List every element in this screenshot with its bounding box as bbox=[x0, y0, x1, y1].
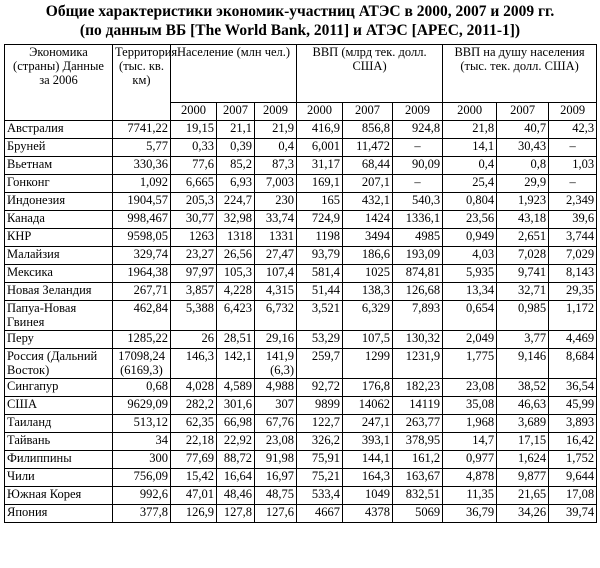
value-cell: 16,97 bbox=[255, 469, 297, 487]
table-row bbox=[5, 487, 597, 505]
value-cell: 1,968 bbox=[443, 415, 497, 433]
value-cell: 122,7 bbox=[297, 415, 343, 433]
value-cell: 36,54 bbox=[549, 379, 597, 397]
value-cell: 263,77 bbox=[393, 415, 443, 433]
value-cell: 1,03 bbox=[549, 157, 597, 175]
value-cell: 11,472 bbox=[343, 139, 393, 157]
value-cell: 998,467 bbox=[113, 211, 171, 229]
value-cell: 29,35 bbox=[549, 283, 597, 301]
table-row bbox=[5, 211, 597, 229]
economy-name-cell: Сингапур bbox=[5, 379, 113, 397]
value-cell: – bbox=[393, 139, 443, 157]
header-year: 2007 bbox=[343, 103, 393, 121]
value-cell: 25,4 bbox=[443, 175, 497, 193]
value-cell: 205,3 bbox=[171, 193, 217, 211]
value-cell: 16,42 bbox=[549, 433, 597, 451]
value-cell: 581,4 bbox=[297, 265, 343, 283]
value-cell: 17098,24 (6169,3) bbox=[113, 349, 171, 379]
value-cell: 300 bbox=[113, 451, 171, 469]
value-cell: 1318 bbox=[217, 229, 255, 247]
value-cell: 267,71 bbox=[113, 283, 171, 301]
value-cell: 62,35 bbox=[171, 415, 217, 433]
value-cell: 22,92 bbox=[217, 433, 255, 451]
value-cell: 4985 bbox=[393, 229, 443, 247]
value-cell: 9,644 bbox=[549, 469, 597, 487]
economy-name-cell: Тайвань bbox=[5, 433, 113, 451]
economy-name-cell: Гонконг bbox=[5, 175, 113, 193]
value-cell: 1,775 bbox=[443, 349, 497, 379]
table-row bbox=[5, 397, 597, 415]
value-cell: 28,51 bbox=[217, 331, 255, 349]
value-cell: 21,9 bbox=[255, 121, 297, 139]
value-cell: 13,34 bbox=[443, 283, 497, 301]
value-cell: 141,9 (6,3) bbox=[255, 349, 297, 379]
value-cell: 6,732 bbox=[255, 301, 297, 331]
value-cell: 540,3 bbox=[393, 193, 443, 211]
document-title bbox=[0, 0, 600, 40]
value-cell: – bbox=[393, 175, 443, 193]
value-cell: 432,1 bbox=[343, 193, 393, 211]
value-cell: 7,029 bbox=[549, 247, 597, 265]
value-cell: 1049 bbox=[343, 487, 393, 505]
value-cell: 1263 bbox=[171, 229, 217, 247]
value-cell: 832,51 bbox=[393, 487, 443, 505]
value-cell: 186,6 bbox=[343, 247, 393, 265]
value-cell: 6,665 bbox=[171, 175, 217, 193]
header-year: 2009 bbox=[393, 103, 443, 121]
header-year: 2000 bbox=[443, 103, 497, 121]
value-cell: 992,6 bbox=[113, 487, 171, 505]
value-cell: 23,08 bbox=[443, 379, 497, 397]
value-cell: 207,1 bbox=[343, 175, 393, 193]
value-cell: 39,74 bbox=[549, 505, 597, 523]
value-cell: 105,3 bbox=[217, 265, 255, 283]
value-cell: 182,23 bbox=[393, 379, 443, 397]
value-cell: 29,16 bbox=[255, 331, 297, 349]
value-cell: 85,2 bbox=[217, 157, 255, 175]
table-row bbox=[5, 193, 597, 211]
value-cell: 3,893 bbox=[549, 415, 597, 433]
economy-name-cell: Малайзия bbox=[5, 247, 113, 265]
value-cell: 53,29 bbox=[297, 331, 343, 349]
value-cell: 43,18 bbox=[497, 211, 549, 229]
value-cell: 2,349 bbox=[549, 193, 597, 211]
value-cell: 9629,09 bbox=[113, 397, 171, 415]
value-cell: 35,08 bbox=[443, 397, 497, 415]
table-row bbox=[5, 301, 597, 331]
value-cell: 7,028 bbox=[497, 247, 549, 265]
value-cell: 6,423 bbox=[217, 301, 255, 331]
value-cell: 282,2 bbox=[171, 397, 217, 415]
economy-name-cell: Мексика bbox=[5, 265, 113, 283]
value-cell: 3,521 bbox=[297, 301, 343, 331]
value-cell: 161,2 bbox=[393, 451, 443, 469]
value-cell: 5,77 bbox=[113, 139, 171, 157]
table-row bbox=[5, 451, 597, 469]
value-cell: 38,52 bbox=[497, 379, 549, 397]
economy-name-cell: КНР bbox=[5, 229, 113, 247]
value-cell: 3,689 bbox=[497, 415, 549, 433]
value-cell: 126,68 bbox=[393, 283, 443, 301]
value-cell: 2,651 bbox=[497, 229, 549, 247]
value-cell: – bbox=[549, 175, 597, 193]
value-cell: 1,092 bbox=[113, 175, 171, 193]
value-cell: 127,6 bbox=[255, 505, 297, 523]
value-cell: 163,67 bbox=[393, 469, 443, 487]
value-cell: 23,56 bbox=[443, 211, 497, 229]
value-cell: 15,42 bbox=[171, 469, 217, 487]
table-row bbox=[5, 331, 597, 349]
value-cell: 1904,57 bbox=[113, 193, 171, 211]
value-cell: 0,804 bbox=[443, 193, 497, 211]
value-cell: 5069 bbox=[393, 505, 443, 523]
value-cell: 1424 bbox=[343, 211, 393, 229]
header-year: 2000 bbox=[171, 103, 217, 121]
value-cell: 4,469 bbox=[549, 331, 597, 349]
value-cell: 1336,1 bbox=[393, 211, 443, 229]
value-cell: 1,624 bbox=[497, 451, 549, 469]
value-cell: 378,95 bbox=[393, 433, 443, 451]
value-cell: 14062 bbox=[343, 397, 393, 415]
value-cell: 21,8 bbox=[443, 121, 497, 139]
economy-name-cell: Чили bbox=[5, 469, 113, 487]
title-line-2: (по данным ВБ [The World Bank, 2011] и АТЭС [APEC, 2011-1]) bbox=[79, 22, 521, 39]
value-cell: 169,1 bbox=[297, 175, 343, 193]
value-cell: 3494 bbox=[343, 229, 393, 247]
value-cell: 146,3 bbox=[171, 349, 217, 379]
value-cell: 4667 bbox=[297, 505, 343, 523]
table-row bbox=[5, 139, 597, 157]
value-cell: 724,9 bbox=[297, 211, 343, 229]
value-cell: 87,3 bbox=[255, 157, 297, 175]
value-cell: 26 bbox=[171, 331, 217, 349]
economy-name-cell: Канада bbox=[5, 211, 113, 229]
value-cell: 16,64 bbox=[217, 469, 255, 487]
value-cell: 23,27 bbox=[171, 247, 217, 265]
value-cell: 4,878 bbox=[443, 469, 497, 487]
value-cell: 1,172 bbox=[549, 301, 597, 331]
economy-name-cell: Папуа-Новая Гвинея bbox=[5, 301, 113, 331]
value-cell: 0,977 bbox=[443, 451, 497, 469]
value-cell: 0,8 bbox=[497, 157, 549, 175]
value-cell: 144,1 bbox=[343, 451, 393, 469]
value-cell: 165 bbox=[297, 193, 343, 211]
header-year: 2000 bbox=[297, 103, 343, 121]
value-cell: 9,877 bbox=[497, 469, 549, 487]
value-cell: 0,68 bbox=[113, 379, 171, 397]
value-cell: 1,923 bbox=[497, 193, 549, 211]
value-cell: 107,5 bbox=[343, 331, 393, 349]
value-cell: 0,39 bbox=[217, 139, 255, 157]
value-cell: 513,12 bbox=[113, 415, 171, 433]
value-cell: 2,049 bbox=[443, 331, 497, 349]
value-cell: 138,3 bbox=[343, 283, 393, 301]
value-cell: 924,8 bbox=[393, 121, 443, 139]
value-cell: 27,47 bbox=[255, 247, 297, 265]
table-row bbox=[5, 247, 597, 265]
value-cell: 301,6 bbox=[217, 397, 255, 415]
value-cell: 326,2 bbox=[297, 433, 343, 451]
title-line-1: Общие характеристики экономик-участниц АТЭС в 2000, 2007 и 2009 гг. bbox=[45, 3, 555, 20]
value-cell: 7,893 bbox=[393, 301, 443, 331]
value-cell: 127,8 bbox=[217, 505, 255, 523]
value-cell: 756,09 bbox=[113, 469, 171, 487]
value-cell: 48,46 bbox=[217, 487, 255, 505]
value-cell: 4,03 bbox=[443, 247, 497, 265]
value-cell: 247,1 bbox=[343, 415, 393, 433]
value-cell: 230 bbox=[255, 193, 297, 211]
value-cell: 97,97 bbox=[171, 265, 217, 283]
table-row bbox=[5, 229, 597, 247]
value-cell: 30,43 bbox=[497, 139, 549, 157]
value-cell: 3,857 bbox=[171, 283, 217, 301]
economy-name-cell: Бруней bbox=[5, 139, 113, 157]
value-cell: 5,388 bbox=[171, 301, 217, 331]
value-cell: 176,8 bbox=[343, 379, 393, 397]
value-cell: 67,76 bbox=[255, 415, 297, 433]
value-cell: 1285,22 bbox=[113, 331, 171, 349]
value-cell: 92,72 bbox=[297, 379, 343, 397]
value-cell: 32,98 bbox=[217, 211, 255, 229]
value-cell: 33,74 bbox=[255, 211, 297, 229]
value-cell: 90,09 bbox=[393, 157, 443, 175]
economy-name-cell: Вьетнам bbox=[5, 157, 113, 175]
value-cell: 45,99 bbox=[549, 397, 597, 415]
economy-name-cell: Южная Корея bbox=[5, 487, 113, 505]
value-cell: 32,71 bbox=[497, 283, 549, 301]
value-cell: 462,84 bbox=[113, 301, 171, 331]
value-cell: 164,3 bbox=[343, 469, 393, 487]
economy-name-cell: Индонезия bbox=[5, 193, 113, 211]
value-cell: 22,18 bbox=[171, 433, 217, 451]
value-cell: 393,1 bbox=[343, 433, 393, 451]
economy-name-cell: Филиппины bbox=[5, 451, 113, 469]
value-cell: 330,36 bbox=[113, 157, 171, 175]
value-cell: 6,001 bbox=[297, 139, 343, 157]
value-cell: 3,77 bbox=[497, 331, 549, 349]
value-cell: – bbox=[549, 139, 597, 157]
value-cell: 68,44 bbox=[343, 157, 393, 175]
value-cell: 4,315 bbox=[255, 283, 297, 301]
value-cell: 77,6 bbox=[171, 157, 217, 175]
value-cell: 1,752 bbox=[549, 451, 597, 469]
value-cell: 14,1 bbox=[443, 139, 497, 157]
value-cell: 31,17 bbox=[297, 157, 343, 175]
table-row bbox=[5, 469, 597, 487]
value-cell: 0,4 bbox=[443, 157, 497, 175]
value-cell: 4378 bbox=[343, 505, 393, 523]
header-year: 2007 bbox=[217, 103, 255, 121]
value-cell: 91,98 bbox=[255, 451, 297, 469]
value-cell: 224,7 bbox=[217, 193, 255, 211]
header-year: 2007 bbox=[497, 103, 549, 121]
value-cell: 1198 bbox=[297, 229, 343, 247]
header-gdp: ВВП (млрд тек. долл. США) bbox=[297, 45, 443, 103]
value-cell: 0,654 bbox=[443, 301, 497, 331]
value-cell: 34 bbox=[113, 433, 171, 451]
value-cell: 1299 bbox=[343, 349, 393, 379]
table-row bbox=[5, 349, 597, 379]
value-cell: 39,6 bbox=[549, 211, 597, 229]
value-cell: 259,7 bbox=[297, 349, 343, 379]
value-cell: 9598,05 bbox=[113, 229, 171, 247]
value-cell: 8,143 bbox=[549, 265, 597, 283]
value-cell: 88,72 bbox=[217, 451, 255, 469]
value-cell: 17,08 bbox=[549, 487, 597, 505]
value-cell: 0,949 bbox=[443, 229, 497, 247]
economies-table bbox=[4, 44, 597, 523]
value-cell: 107,4 bbox=[255, 265, 297, 283]
value-cell: 30,77 bbox=[171, 211, 217, 229]
value-cell: 75,91 bbox=[297, 451, 343, 469]
value-cell: 75,21 bbox=[297, 469, 343, 487]
value-cell: 29,9 bbox=[497, 175, 549, 193]
value-cell: 1025 bbox=[343, 265, 393, 283]
value-cell: 416,9 bbox=[297, 121, 343, 139]
value-cell: 14119 bbox=[393, 397, 443, 415]
value-cell: 9,146 bbox=[497, 349, 549, 379]
economy-name-cell: Австралия bbox=[5, 121, 113, 139]
table-row bbox=[5, 505, 597, 523]
value-cell: 51,44 bbox=[297, 283, 343, 301]
value-cell: 36,79 bbox=[443, 505, 497, 523]
value-cell: 1231,9 bbox=[393, 349, 443, 379]
value-cell: 4,988 bbox=[255, 379, 297, 397]
header-population: Население (млн чел.) bbox=[171, 45, 297, 103]
header-year: 2009 bbox=[255, 103, 297, 121]
value-cell: 14,7 bbox=[443, 433, 497, 451]
value-cell: 8,684 bbox=[549, 349, 597, 379]
value-cell: 856,8 bbox=[343, 121, 393, 139]
header-territory: Территория (тыс. кв. км) bbox=[113, 45, 171, 121]
value-cell: 7741,22 bbox=[113, 121, 171, 139]
value-cell: 9,741 bbox=[497, 265, 549, 283]
value-cell: 5,935 bbox=[443, 265, 497, 283]
value-cell: 21,65 bbox=[497, 487, 549, 505]
value-cell: 126,9 bbox=[171, 505, 217, 523]
table-row bbox=[5, 175, 597, 193]
value-cell: 6,93 bbox=[217, 175, 255, 193]
value-cell: 329,74 bbox=[113, 247, 171, 265]
value-cell: 48,75 bbox=[255, 487, 297, 505]
table-row bbox=[5, 265, 597, 283]
economy-name-cell: Япония bbox=[5, 505, 113, 523]
table-row bbox=[5, 415, 597, 433]
table-row bbox=[5, 433, 597, 451]
value-cell: 0,985 bbox=[497, 301, 549, 331]
table-row bbox=[5, 379, 597, 397]
value-cell: 4,589 bbox=[217, 379, 255, 397]
value-cell: 19,15 bbox=[171, 121, 217, 139]
value-cell: 47,01 bbox=[171, 487, 217, 505]
economy-name-cell: США bbox=[5, 397, 113, 415]
value-cell: 26,56 bbox=[217, 247, 255, 265]
value-cell: 6,329 bbox=[343, 301, 393, 331]
economy-name-cell: Россия (Дальний Восток) bbox=[5, 349, 113, 379]
value-cell: 377,8 bbox=[113, 505, 171, 523]
economy-name-cell: Новая Зеландия bbox=[5, 283, 113, 301]
value-cell: 130,32 bbox=[393, 331, 443, 349]
value-cell: 46,63 bbox=[497, 397, 549, 415]
value-cell: 23,08 bbox=[255, 433, 297, 451]
value-cell: 1331 bbox=[255, 229, 297, 247]
value-cell: 0,33 bbox=[171, 139, 217, 157]
value-cell: 193,09 bbox=[393, 247, 443, 265]
value-cell: 307 bbox=[255, 397, 297, 415]
value-cell: 93,79 bbox=[297, 247, 343, 265]
value-cell: 142,1 bbox=[217, 349, 255, 379]
value-cell: 7,003 bbox=[255, 175, 297, 193]
header-economy: Экономика (страны) Данные за 2006 bbox=[5, 45, 113, 121]
table-row bbox=[5, 121, 597, 139]
value-cell: 9899 bbox=[297, 397, 343, 415]
value-cell: 4,228 bbox=[217, 283, 255, 301]
economy-name-cell: Перу bbox=[5, 331, 113, 349]
value-cell: 40,7 bbox=[497, 121, 549, 139]
value-cell: 3,744 bbox=[549, 229, 597, 247]
header-year: 2009 bbox=[549, 103, 597, 121]
table-row bbox=[5, 157, 597, 175]
value-cell: 533,4 bbox=[297, 487, 343, 505]
value-cell: 77,69 bbox=[171, 451, 217, 469]
value-cell: 17,15 bbox=[497, 433, 549, 451]
value-cell: 66,98 bbox=[217, 415, 255, 433]
value-cell: 42,3 bbox=[549, 121, 597, 139]
value-cell: 4,028 bbox=[171, 379, 217, 397]
table-row bbox=[5, 283, 597, 301]
value-cell: 874,81 bbox=[393, 265, 443, 283]
value-cell: 21,1 bbox=[217, 121, 255, 139]
header-gdp-per-capita: ВВП на душу населения (тыс. тек. долл. США) bbox=[443, 45, 597, 103]
value-cell: 1964,38 bbox=[113, 265, 171, 283]
value-cell: 11,35 bbox=[443, 487, 497, 505]
value-cell: 34,26 bbox=[497, 505, 549, 523]
value-cell: 0,4 bbox=[255, 139, 297, 157]
economy-name-cell: Таиланд bbox=[5, 415, 113, 433]
